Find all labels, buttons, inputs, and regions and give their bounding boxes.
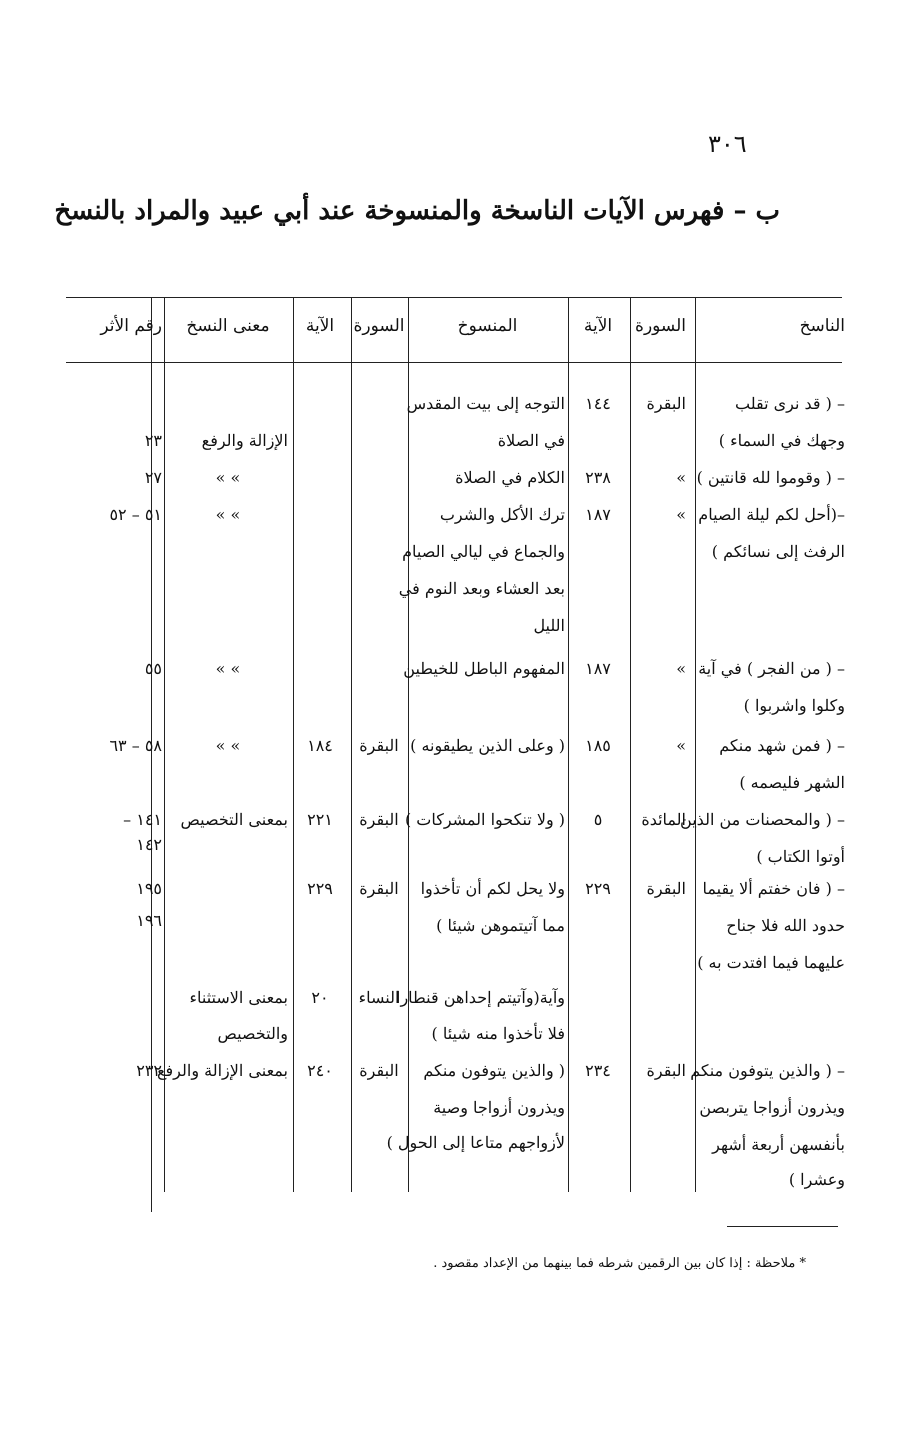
cell-ayah: ٥ (593, 810, 603, 829)
cell-abrogated: مما آتيتموهن شيئا ) (436, 916, 565, 935)
cell-ayah: ٢٣٨ (585, 468, 611, 487)
cell-surah: » (676, 736, 686, 755)
cell-surah: » (676, 659, 686, 678)
cell-surah: البقرة (359, 810, 399, 829)
cell-ref: ٥٥ (144, 659, 162, 678)
cell-ref: ٢٣ (144, 431, 162, 450)
cell-abrogated: وآية(وآتيتم إحداهن قنطارا (396, 988, 565, 1007)
cell-ayah: ١٨٤ (307, 736, 333, 755)
table-top-rule (66, 297, 842, 298)
cell-abrogated: لأزواجهم متاعا إلى الحول ) (386, 1133, 565, 1152)
cell-ayah: ٢٢٩ (585, 879, 611, 898)
cell-abrogated: الليل (533, 616, 565, 635)
cell-abrogating: وجهك في السماء ) (718, 431, 845, 450)
cell-abrogating: – ( فمن شهد منكم (719, 736, 845, 755)
header-abrogating: الناسخ (799, 316, 845, 336)
cell-meaning: » » (215, 468, 241, 487)
cell-abrogating: وعشرا ) (788, 1170, 845, 1189)
header-ayah-1: الآية (583, 316, 613, 336)
cell-abrogating: الرفث إلى نسائكم ) (711, 542, 845, 561)
page-title: ب – فهرس الآيات الناسخة والمنسوخة عند أبي عبيد والمراد بالنسخ (54, 196, 780, 226)
cell-surah: البقرة (646, 394, 686, 413)
cell-ayah: ٢٢٩ (307, 879, 333, 898)
cell-abrogating: – ( والمحصنات من الذين (680, 810, 845, 829)
cell-abrogating: –(أحل لكم ليلة الصيام (698, 505, 845, 524)
page-number: ٣٠٦ (708, 130, 747, 158)
header-surah-1: السورة (635, 316, 686, 336)
cell-abrogating: – ( فان خفتم ألا يقيما (702, 879, 845, 898)
header-abrogated: المنسوخ (457, 316, 518, 336)
cell-surah: البقرة (359, 736, 399, 755)
cell-meaning: الإزالة والرفع (201, 431, 288, 450)
cell-ref: ٢٣٢ (136, 1061, 162, 1080)
cell-meaning: » » (215, 505, 241, 524)
cell-abrogating: بأنفسهن أربعة أشهر (712, 1135, 845, 1154)
cell-surah: » (676, 468, 686, 487)
cell-abrogating: حدود الله فلا جناح (726, 916, 845, 935)
cell-abrogating: أوتوا الكتاب ) (756, 847, 845, 866)
cell-abrogated: ترك الأكل والشرب (439, 505, 565, 524)
cell-abrogated: ( والذين يتوفون منكم (423, 1061, 565, 1080)
cell-abrogating: – ( قد نرى تقلب (735, 394, 845, 413)
cell-abrogating: وكلوا واشربوا ) (743, 696, 845, 715)
cell-abrogating: – ( من الفجر ) في آية (698, 659, 845, 678)
cell-ref: ١٤٢ (136, 835, 162, 854)
cell-meaning: بمعنى الإزالة والرفع (157, 1061, 288, 1080)
cell-surah: البقرة (646, 1061, 686, 1080)
cell-meaning: بمعنى الاستثناء (189, 988, 288, 1007)
cell-ayah: ١٨٥ (585, 736, 611, 755)
cell-abrogated: فلا تأخذوا منه شيئا ) (431, 1024, 565, 1043)
cell-ref: ١٤١ – (123, 810, 162, 829)
cell-ayah: ١٨٧ (585, 659, 611, 678)
cell-abrogated: ( وعلى الذين يطيقونه ) (410, 736, 565, 755)
cell-ref: ١٩٥ (136, 879, 162, 898)
cell-meaning: » » (215, 659, 241, 678)
column-divider (408, 297, 409, 1192)
footnote-rule (727, 1226, 838, 1227)
cell-surah: » (676, 505, 686, 524)
cell-surah: البقرة (359, 879, 399, 898)
footnote: * ملاحظة : إذا كان بين الرقمين شرطه فما بينهما من الإعداد مقصود . (433, 1256, 806, 1271)
cell-abrogated: الكلام في الصلاة (455, 468, 565, 487)
cell-meaning: بمعنى التخصيص (180, 810, 288, 829)
cell-abrogated: ( ولا تنكحوا المشركات ) (404, 810, 565, 829)
cell-surah: المائدة (641, 810, 686, 829)
cell-ref: ٥٨ – ٦٣ (109, 736, 162, 755)
cell-abrogated: ويذرون أزواجا وصية (433, 1098, 565, 1117)
cell-abrogated: في الصلاة (497, 431, 565, 450)
table-header-rule (66, 362, 842, 363)
cell-abrogated: المفهوم الباطل للخيطين (403, 659, 565, 678)
header-surah-2: السورة (353, 316, 405, 336)
cell-ayah: ٢٤٠ (307, 1061, 333, 1080)
cell-abrogating: ويذرون أزواجا يتربصن (699, 1098, 845, 1117)
cell-meaning: والتخصيص (217, 1024, 288, 1043)
cell-surah: البقرة (646, 879, 686, 898)
cell-abrogating: الشهر فليصمه ) (739, 773, 845, 792)
header-meaning: معنى النسخ (186, 316, 270, 336)
cell-abrogated: ولا يحل لكم أن تأخذوا (420, 879, 565, 898)
cell-abrogated: بعد العشاء وبعد النوم في (398, 579, 565, 598)
cell-ayah: ٢٣٤ (585, 1061, 611, 1080)
cell-ayah: ٢٢١ (307, 810, 333, 829)
header-ayah-2: الآية (305, 316, 335, 336)
cell-ayah: ١٨٧ (585, 505, 611, 524)
cell-ref: ١٩٦ (136, 911, 162, 930)
cell-meaning: » » (215, 736, 241, 755)
cell-surah: النساء (358, 988, 400, 1007)
cell-ref: ٥١ – ٥٢ (109, 505, 162, 524)
cell-ayah: ١٤٤ (585, 394, 611, 413)
cell-abrogating: – ( والذين يتوفون منكم (690, 1061, 845, 1080)
cell-abrogating: عليهما فيما افتدت به ) (697, 953, 845, 972)
cell-ref: ٢٧ (144, 468, 162, 487)
cell-abrogated: والجماع في ليالي الصيام (402, 542, 565, 561)
cell-surah: البقرة (359, 1061, 399, 1080)
cell-ayah: ٢٠ (311, 988, 329, 1007)
cell-abrogating: – ( وقوموا لله قانتين ) (696, 468, 845, 487)
header-ref: رقم الأثر (100, 316, 162, 336)
cell-abrogated: التوجه إلى بيت المقدس (406, 394, 565, 413)
